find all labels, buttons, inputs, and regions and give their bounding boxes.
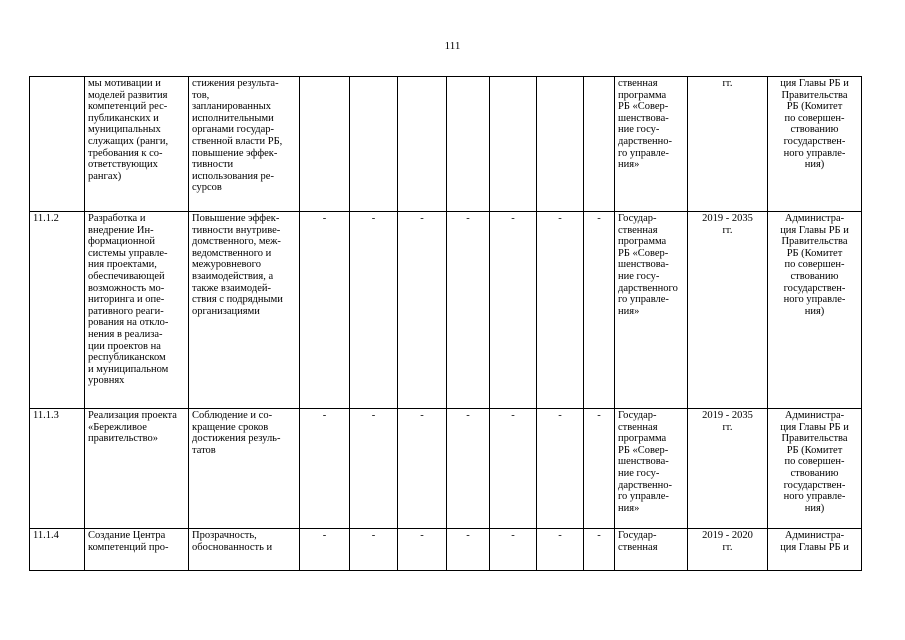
expected-result: Прозрачность, обоснованность и <box>189 529 300 571</box>
expected-result: Повышение эффек- тивности внутриве- домственного, меж- ведомственного и межуровневого взаимодействия, а также взаимодей- ствия с подрядными организациями <box>189 212 300 409</box>
value-cell <box>350 77 398 212</box>
value-cell: - <box>350 409 398 529</box>
value-cell: - <box>350 529 398 571</box>
measure-name: Реализация проекта «Бережливое правительство» <box>85 409 189 529</box>
table-row <box>30 77 862 212</box>
value-cell: - <box>584 529 615 571</box>
value-cell: - <box>490 212 537 409</box>
value-cell <box>398 77 447 212</box>
responsible: Администра- ция Главы РБ и <box>768 529 862 571</box>
table-row <box>30 409 862 529</box>
funding-source: Государ- ственная программа РБ «Совер- шенствова- ние госу- дарственного го управле- ния» <box>615 212 688 409</box>
value-cell: - <box>398 529 447 571</box>
row-number <box>30 77 85 212</box>
value-cell: - <box>300 529 350 571</box>
value-cell <box>537 77 584 212</box>
value-cell <box>300 77 350 212</box>
value-cell: - <box>537 212 584 409</box>
page-number: 111 <box>444 40 461 52</box>
responsible: Администра- ция Главы РБ и Правительства РБ (Комитет по совершен- ствованию государствен- ного управле- ния) <box>768 409 862 529</box>
measures-table <box>29 76 862 571</box>
value-cell: - <box>447 212 490 409</box>
period: гг. <box>688 77 768 212</box>
row-number: 11.1.4 <box>30 529 85 571</box>
value-cell <box>584 77 615 212</box>
responsible: Администра- ция Главы РБ и Правительства РБ (Комитет по совершен- ствованию государствен- ного управле- ния) <box>768 212 862 409</box>
value-cell: - <box>300 212 350 409</box>
value-cell: - <box>447 529 490 571</box>
value-cell: - <box>537 409 584 529</box>
row-number: 11.1.2 <box>30 212 85 409</box>
table-row <box>30 529 862 571</box>
measure-name: мы мотивации и моделей развития компетенций рес- публиканских и муниципальных служащих (ранги, требования к со- ответствующих рангах) <box>85 77 189 212</box>
expected-result: Соблюдение и со- кращение сроков достижения резуль- татов <box>189 409 300 529</box>
period: 2019 - 2035 гг. <box>688 212 768 409</box>
table-row <box>30 212 862 409</box>
measure-name: Разработка и внедрение Ин- формационной системы управле- ния проектами, обеспечивающей возможность мо- ниторинга и опе- ративного реаги- рования на откло- нения в реализа- ции проектов на республиканском и муниципальном уровнях <box>85 212 189 409</box>
responsible: ция Главы РБ и Правительства РБ (Комитет по совершен- ствованию государствен- ного управле- ния) <box>768 77 862 212</box>
period: 2019 - 2035 гг. <box>688 409 768 529</box>
row-number: 11.1.3 <box>30 409 85 529</box>
funding-source: Государ- ственная программа РБ «Совер- шенствова- ние госу- дарственно- го управле- ния» <box>615 409 688 529</box>
value-cell: - <box>584 212 615 409</box>
value-cell <box>447 77 490 212</box>
value-cell <box>490 77 537 212</box>
value-cell: - <box>490 529 537 571</box>
value-cell: - <box>447 409 490 529</box>
value-cell: - <box>398 212 447 409</box>
measure-name: Создание Центра компетенций про- <box>85 529 189 571</box>
value-cell: - <box>537 529 584 571</box>
value-cell: - <box>300 409 350 529</box>
value-cell: - <box>490 409 537 529</box>
funding-source: ственная программа РБ «Совер- шенствова- ние госу- дарственно- го управле- ния» <box>615 77 688 212</box>
period: 2019 - 2020 гг. <box>688 529 768 571</box>
expected-result: стижения результа- тов, запланированных исполнительными органами государ- ственной власти РБ, повышение эффек- тивности использования ре- сурсов <box>189 77 300 212</box>
value-cell: - <box>350 212 398 409</box>
value-cell: - <box>398 409 447 529</box>
funding-source: Государ- ственная <box>615 529 688 571</box>
value-cell: - <box>584 409 615 529</box>
